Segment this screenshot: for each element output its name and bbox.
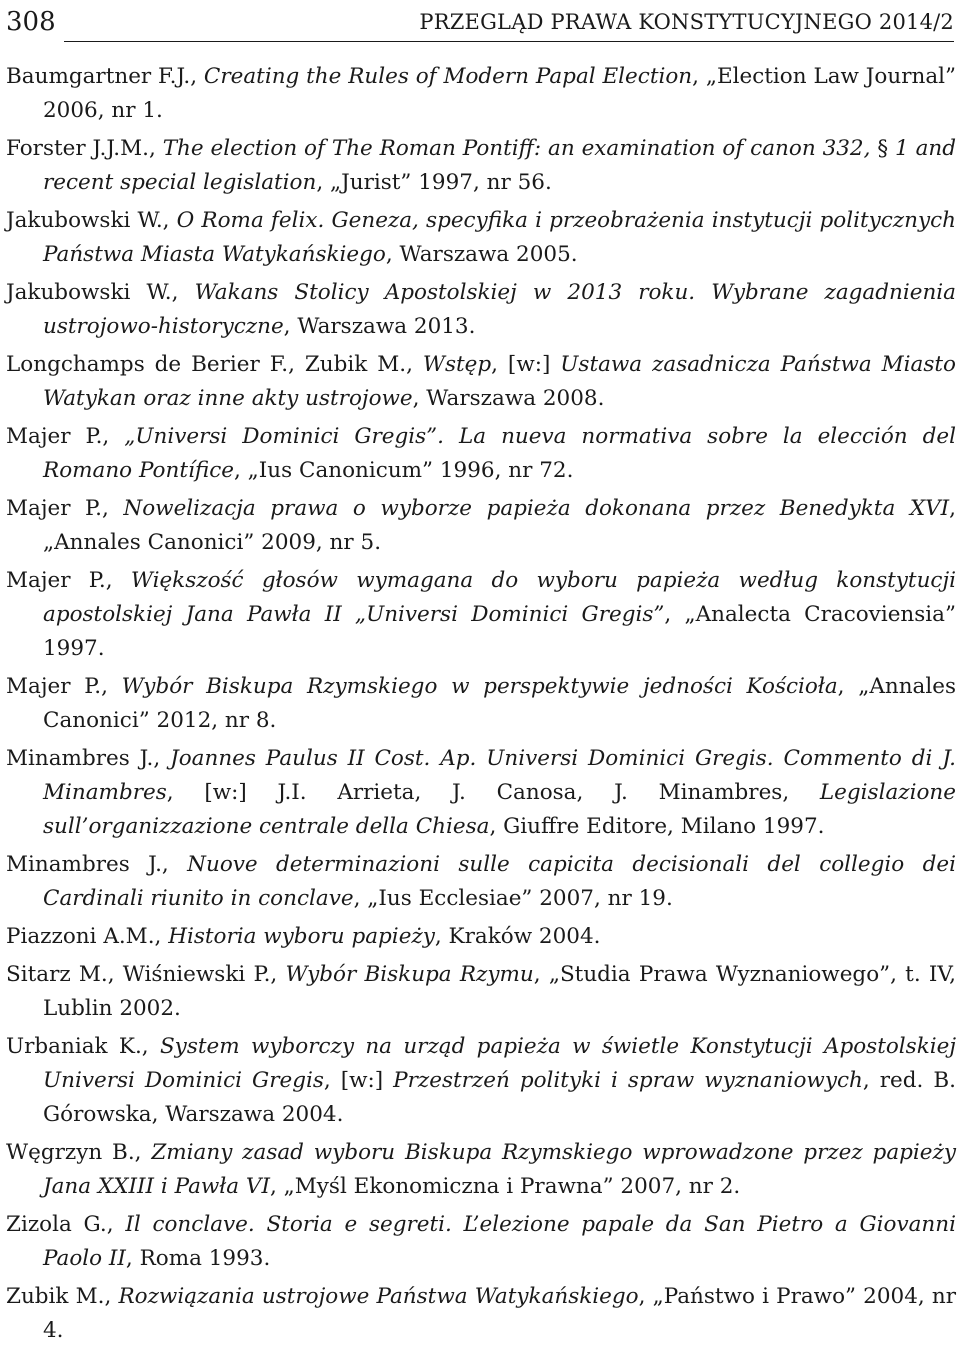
entry-title-text: Przestrzeń polityki i spraw wyznaniowych xyxy=(393,1068,863,1093)
entry-title-text: „Universi Dominici Gregis”. La nueva normativa sobre la elección del Romano Pontífice xyxy=(43,424,956,483)
entry-text: Minambres J., xyxy=(6,852,188,877)
entry-text: Minambres J., xyxy=(6,746,171,771)
entry-text: , „Myśl Ekonomiczna i Prawna” 2007, nr 2. xyxy=(269,1174,741,1199)
page-number: 308 xyxy=(6,7,56,37)
entry-title-text: Legislazione sull’organizzazione centrale della Chiesa xyxy=(43,780,956,839)
running-head: PRZEGLĄD PRAWA KONSTYTUCYJNEGO 2014/2 xyxy=(419,10,954,34)
entry-text: § xyxy=(877,136,889,161)
entry-text: Longchamps de Berier F., Zubik M., xyxy=(6,352,423,377)
page-header xyxy=(6,6,954,38)
entry-text: , „Annales Canonici” 2009, nr 5. xyxy=(43,496,956,555)
entry-text: Majer P., xyxy=(6,674,122,699)
entry-text: , Kraków 2004. xyxy=(434,924,601,949)
entry-title-text: Historia wyboru papieży xyxy=(168,924,435,949)
bibliography-entry xyxy=(6,492,956,560)
entry-text: Majer P., xyxy=(6,496,124,521)
entry-title-text: Wakans Stolicy Apostolskiej w 2013 roku. Wybrane zagadnienia ustrojowo-historyczne xyxy=(43,280,956,339)
entry-text: , red. B. Górowska, Warszawa 2004. xyxy=(43,1068,956,1127)
entry-text: , „Ius Ecclesiae” 2007, nr 19. xyxy=(353,886,673,911)
header-rule xyxy=(64,41,954,42)
bibliography-entry xyxy=(6,670,956,738)
entry-title-text: Rozwiązania ustrojowe Państwa Watykańskiego xyxy=(118,1284,639,1309)
entry-title-text: Zmiany zasad wyboru Biskupa Rzymskiego wprowadzone przez papieży Jana XXIII i Pawła VI xyxy=(43,1140,956,1199)
entry-text: Majer P., xyxy=(6,424,125,449)
bibliography-entry xyxy=(6,348,956,416)
bibliography-entry xyxy=(6,1030,956,1132)
entry-title-text: Ustawa zasadnicza Państwa Miasto Watykan oraz inne akty ustrojowe xyxy=(43,352,956,411)
bibliography-entry xyxy=(6,204,956,272)
entry-title-text: Wybór Biskupa Rzymskiego w perspektywie jedności Kościoła xyxy=(121,674,838,699)
entry-text: Forster J.J.M., xyxy=(6,136,163,161)
bibliography-entry xyxy=(6,276,956,344)
entry-text: , „Analecta Cracoviensia” 1997. xyxy=(43,602,956,661)
entry-text: Jakubowski W., xyxy=(6,208,177,233)
bibliography-entry xyxy=(6,742,956,844)
entry-title-text: The election of The Roman Pontiff: an examination of canon 332, xyxy=(162,136,878,161)
entry-title-text: Wybór Biskupa Rzymu xyxy=(285,962,534,987)
bibliography-entry xyxy=(6,920,956,954)
entry-text: , [w:] J.I. Arrieta, J. Canosa, J. Minambres, xyxy=(166,780,820,805)
entry-title-text: Il conclave. Storia e segreti. L’elezione papale da San Pietro a Giovanni Paolo II xyxy=(43,1212,956,1271)
entry-text: Zubik M., xyxy=(6,1284,119,1309)
entry-title-text: System wyborczy na urząd papieża w świetle Konstytucji Apostolskiej Universi Dominici Gregis xyxy=(43,1034,956,1093)
bibliography-entry xyxy=(6,1136,956,1204)
entry-text: , „Ius Canonicum” 1996, nr 72. xyxy=(233,458,574,483)
bibliography-entry xyxy=(6,1280,956,1348)
entry-text: , Giuffre Editore, Milano 1997. xyxy=(489,814,825,839)
entry-text: Jakubowski W., xyxy=(6,280,195,305)
entry-text: , „Studia Prawa Wyznaniowego”, t. IV, Lublin 2002. xyxy=(43,962,956,1021)
bibliography-entry xyxy=(6,60,956,128)
entry-text: Węgrzyn B., xyxy=(6,1140,152,1165)
entry-text: , Roma 1993. xyxy=(125,1246,271,1271)
entry-title-text: Nowelizacja prawa o wyborze papieża dokonana przez Benedykta XVI xyxy=(123,496,950,521)
entry-title-text: 1 and recent special legislation xyxy=(43,136,956,195)
entry-title-text: O Roma felix. Geneza, specyfika i przeobrażenia instytucji politycznych Państwa Miasta Watykańskiego xyxy=(43,208,956,267)
entry-text: , Warszawa 2008. xyxy=(412,386,605,411)
bibliography-list xyxy=(6,60,956,1352)
bibliography-entry xyxy=(6,564,956,666)
entry-title-text: Joannes Paulus II Cost. Ap. Universi Dominici Gregis. Commento di J. Minambres xyxy=(43,746,956,805)
entry-text: Sitarz M., Wiśniewski P., xyxy=(6,962,286,987)
bibliography-entry xyxy=(6,132,956,200)
entry-text: , „Państwo i Prawo” 2004, nr 4. xyxy=(43,1284,957,1343)
entry-text: , [w:] xyxy=(491,352,561,377)
bibliography-entry xyxy=(6,958,956,1026)
entry-text: Piazzoni A.M., xyxy=(6,924,169,949)
entry-text: , „Annales Canonici” 2012, nr 8. xyxy=(43,674,957,733)
bibliography-entry xyxy=(6,848,956,916)
entry-text: , Warszawa 2013. xyxy=(283,314,476,339)
entry-text: Zizola G., xyxy=(6,1212,126,1237)
entry-text: Urbaniak K., xyxy=(6,1034,160,1059)
entry-text: , [w:] xyxy=(323,1068,394,1093)
entry-text: , „Election Law Journal” 2006, nr 1. xyxy=(43,64,957,123)
entry-title-text: Creating the Rules of Modern Papal Election xyxy=(203,64,693,89)
bibliography-entry xyxy=(6,1208,956,1276)
entry-text: Baumgartner F.J., xyxy=(6,64,204,89)
entry-title-text: Nuove determinazioni sulle capicita decisionali del collegio dei Cardinali riunito in conclave xyxy=(43,852,956,911)
entry-text: , Warszawa 2005. xyxy=(385,242,578,267)
entry-text: , „Jurist” 1997, nr 56. xyxy=(316,170,552,195)
bibliography-entry xyxy=(6,420,956,488)
entry-title-text: Wstęp xyxy=(422,352,492,377)
entry-title-text: Większość głosów wymagana do wyboru papieża według konstytucji apostolskiej Jana Pawła II „Universi Dominici Gregis” xyxy=(43,568,957,627)
entry-text: Majer P., xyxy=(6,568,131,593)
